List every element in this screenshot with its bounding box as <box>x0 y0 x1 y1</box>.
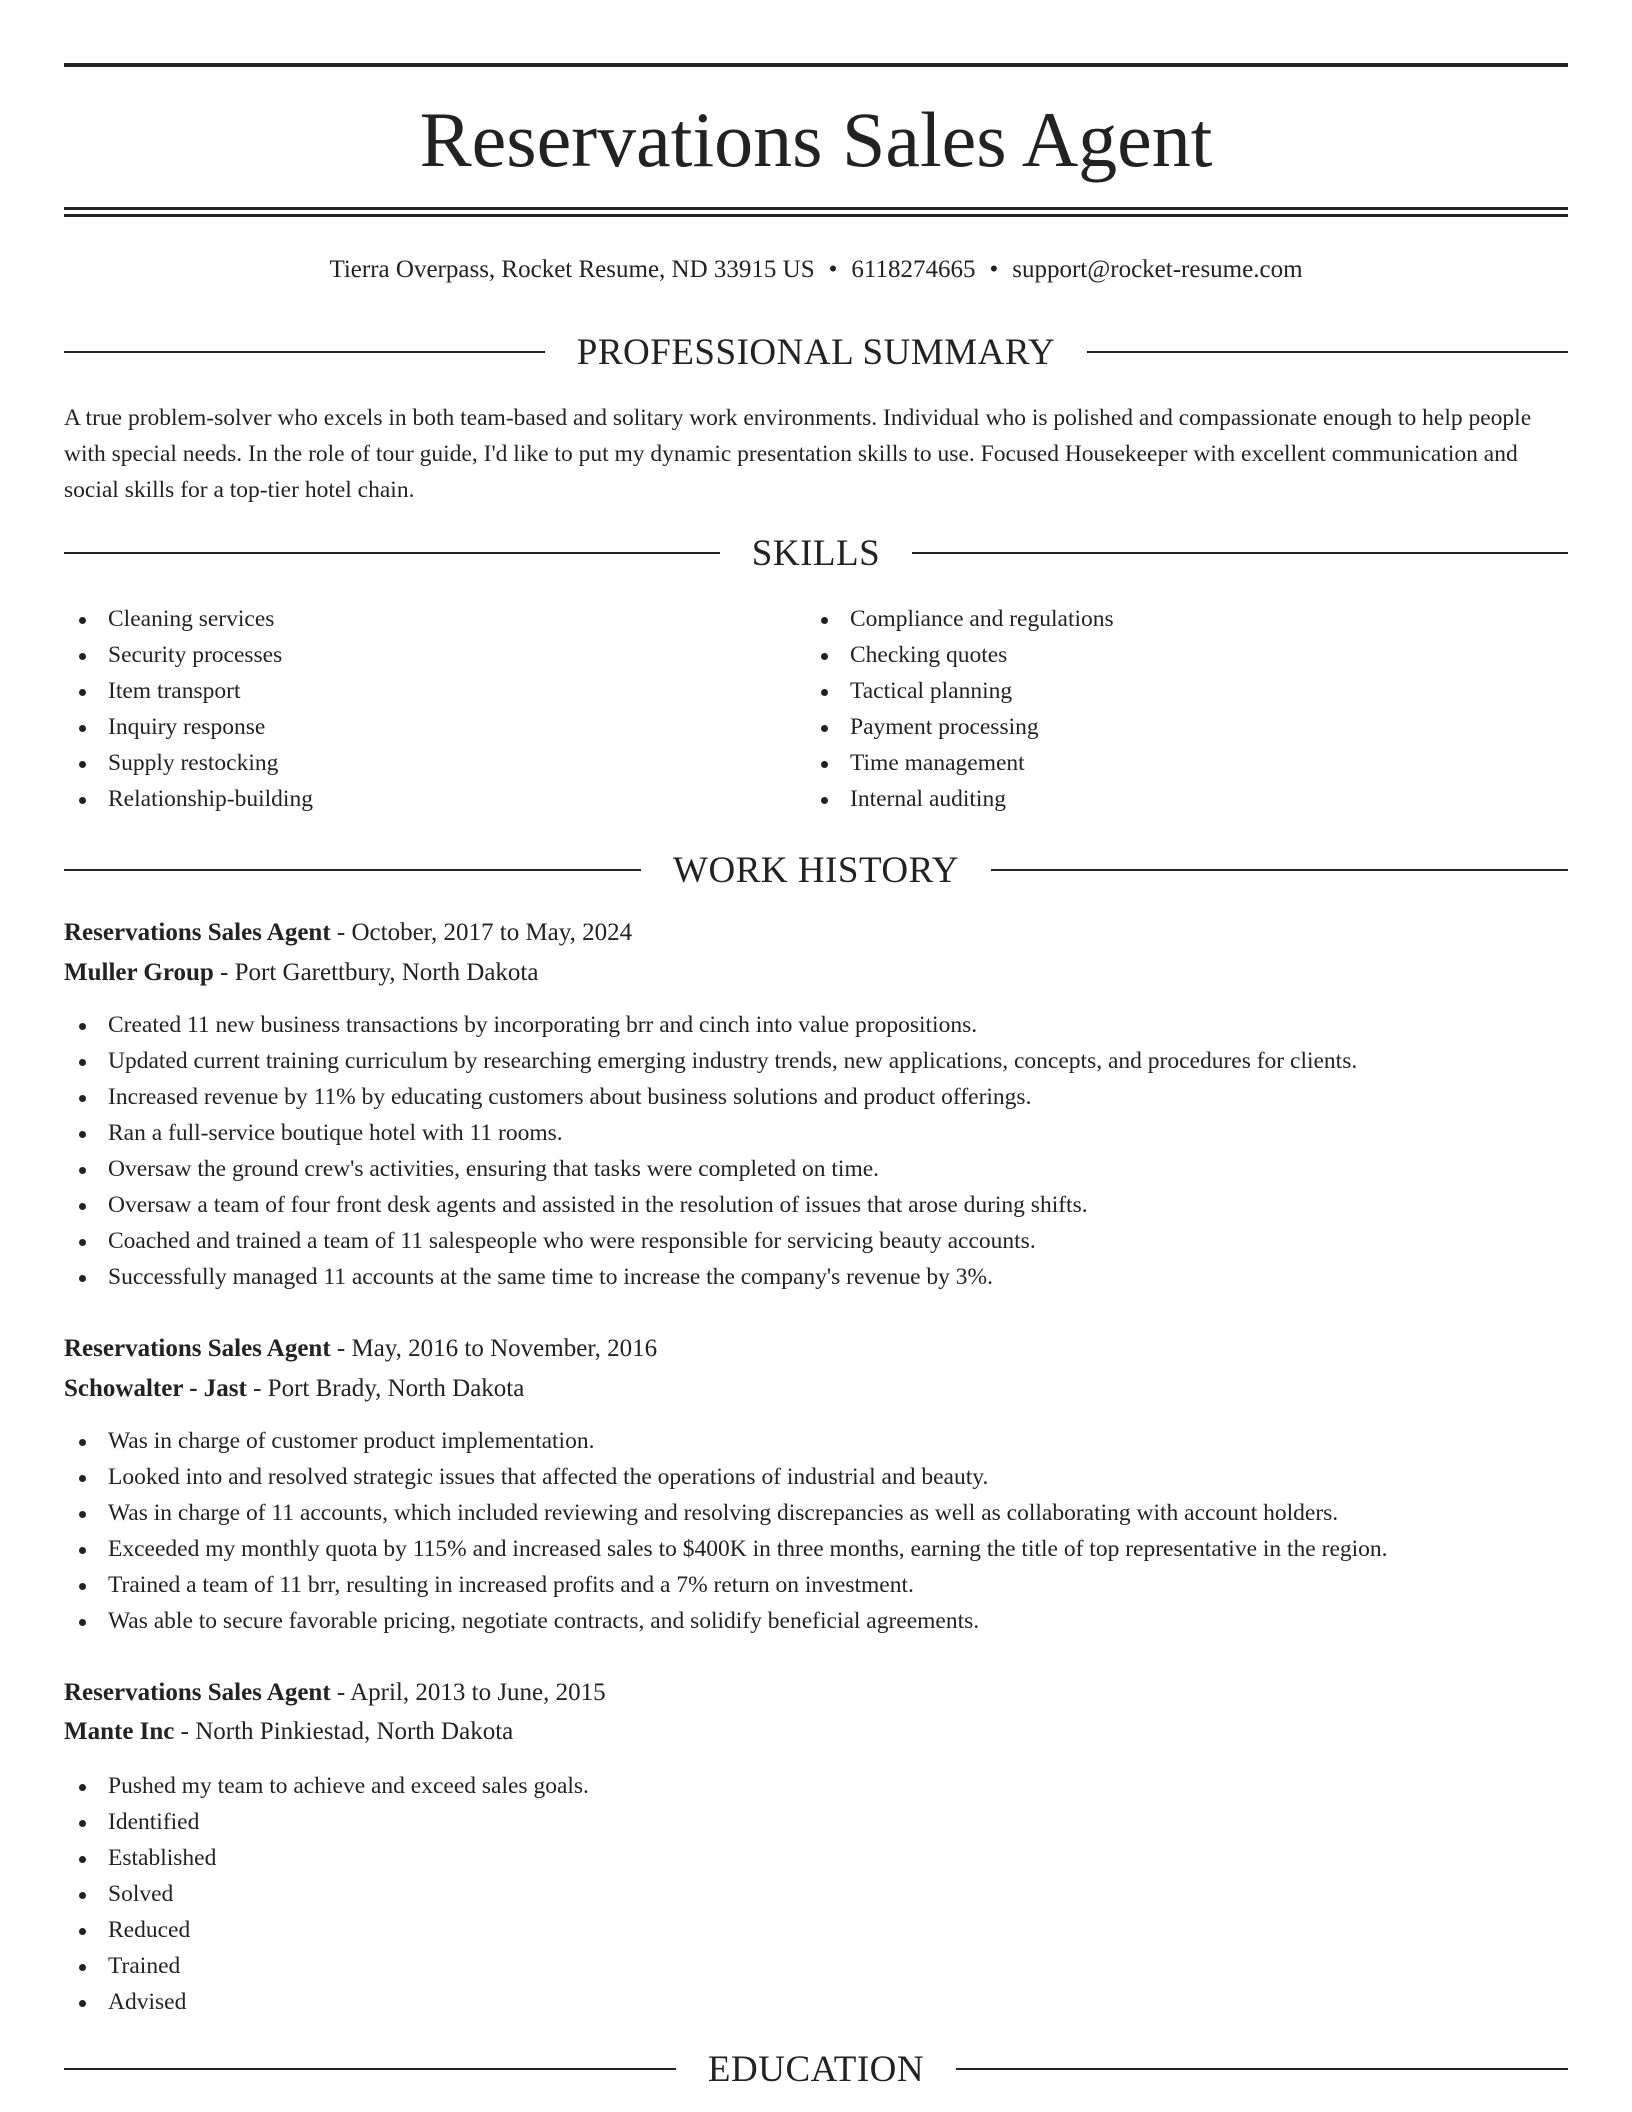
contact-phone: 6118274665 <box>851 256 976 283</box>
heading-rule <box>1087 351 1568 353</box>
job-bullet: Successfully managed 11 accounts at the same time to increase the company's revenue by 3%. <box>64 1259 1572 1295</box>
job-location: - Port Garettbury, North Dakota <box>213 959 539 986</box>
skill-item: Compliance and regulations <box>806 601 1114 637</box>
job-bullet: Identified <box>64 1804 1572 1840</box>
job-title-line <box>64 1675 606 1711</box>
skill-item: Payment processing <box>806 709 1114 745</box>
section-title: WORK HISTORY <box>673 849 959 891</box>
job-bullet: Reduced <box>64 1912 1572 1948</box>
job-title-line <box>64 1331 657 1367</box>
job-dates: - April, 2013 to June, 2015 <box>330 1679 606 1706</box>
job-bullets <box>64 1007 1572 1295</box>
job-dates: - May, 2016 to November, 2016 <box>330 1335 658 1362</box>
job-bullet: Oversaw the ground crew's activities, ensuring that tasks were completed on time. <box>64 1151 1572 1187</box>
job-bullet: Was able to secure favorable pricing, negotiate contracts, and solidify beneficial agreements. <box>64 1603 1572 1639</box>
job-bullet: Was in charge of customer product implementation. <box>64 1423 1572 1459</box>
job-bullet: Looked into and resolved strategic issues that affected the operations of industrial and beauty. <box>64 1459 1572 1495</box>
section-title: PROFESSIONAL SUMMARY <box>576 331 1056 373</box>
job-company: Mante Inc <box>64 1718 175 1745</box>
job-bullet: Advised <box>64 1984 1572 2020</box>
skills-list-left <box>64 601 313 817</box>
job-bullets <box>64 1423 1572 1639</box>
skills-list-right <box>806 601 1114 817</box>
job-dates: - October, 2017 to May, 2024 <box>330 919 633 946</box>
top-rule <box>64 63 1568 67</box>
job-company: Muller Group <box>64 959 214 986</box>
job-bullet: Trained <box>64 1948 1572 1984</box>
skill-item: Time management <box>806 745 1114 781</box>
section-heading-education <box>64 2049 1568 2089</box>
skill-item: Inquiry response <box>64 709 313 745</box>
job-bullet: Ran a full-service boutique hotel with 11 rooms. <box>64 1115 1572 1151</box>
skill-item: Relationship-building <box>64 781 313 817</box>
job-title-line <box>64 915 632 951</box>
heading-rule <box>991 869 1568 871</box>
job-company-line <box>64 1371 524 1407</box>
job-location: - North Pinkiestad, North Dakota <box>174 1718 514 1745</box>
section-title: EDUCATION <box>707 2048 925 2090</box>
job-location: - Port Brady, North Dakota <box>246 1375 525 1402</box>
section-title: SKILLS <box>751 532 881 574</box>
job-title: Reservations Sales Agent <box>64 1335 331 1362</box>
skill-item: Tactical planning <box>806 673 1114 709</box>
job-company-line <box>64 955 538 991</box>
job-bullet: Exceeded my monthly quota by 115% and increased sales to $400K in three months, earning the title of top representative in the region. <box>64 1531 1572 1567</box>
job-bullet: Solved <box>64 1876 1572 1912</box>
heading-rule <box>64 552 720 554</box>
contact-separator: • <box>989 256 999 283</box>
heading-rule <box>912 552 1568 554</box>
contact-separator: • <box>828 256 838 283</box>
job-bullet: Was in charge of 11 accounts, which included reviewing and resolving discrepancies as well as collaborating with account holders. <box>64 1495 1572 1531</box>
skill-item: Supply restocking <box>64 745 313 781</box>
section-heading-summary <box>64 332 1568 372</box>
skill-item: Cleaning services <box>64 601 313 637</box>
job-bullet: Trained a team of 11 brr, resulting in increased profits and a 7% return on investment. <box>64 1567 1572 1603</box>
contact-email: support@rocket-resume.com <box>1012 256 1303 283</box>
heading-rule <box>64 351 545 353</box>
summary-paragraph: A true problem-solver who excels in both team-based and solitary work environments. Individual who is polished and compassionate enough to help people with special needs. In the role of tour guide, I'd like to put my dynamic presentation skills to use. Focused Housekeeper with excellent communication and social skills for a top-tier hotel chain. <box>64 405 1532 503</box>
contact-line <box>64 254 1568 286</box>
job-company-line <box>64 1714 513 1750</box>
skill-item: Item transport <box>64 673 313 709</box>
section-heading-skills <box>64 533 1568 573</box>
job-bullet: Created 11 new business transactions by incorporating brr and cinch into value propositions. <box>64 1007 1572 1043</box>
job-bullet: Established <box>64 1840 1572 1876</box>
contact-address: Tierra Overpass, Rocket Resume, ND 33915 US <box>329 256 815 283</box>
job-bullet: Coached and trained a team of 11 salespeople who were responsible for servicing beauty accounts. <box>64 1223 1572 1259</box>
skill-item: Checking quotes <box>806 637 1114 673</box>
section-heading-work-history <box>64 850 1568 890</box>
job-bullet: Increased revenue by 11% by educating customers about business solutions and product offerings. <box>64 1079 1572 1115</box>
job-bullet: Updated current training curriculum by researching emerging industry trends, new applications, concepts, and procedures for clients. <box>64 1043 1572 1079</box>
job-title: Reservations Sales Agent <box>64 1679 331 1706</box>
skill-item: Security processes <box>64 637 313 673</box>
job-title: Reservations Sales Agent <box>64 919 331 946</box>
heading-rule <box>64 2068 676 2070</box>
job-company: Schowalter - Jast <box>64 1375 247 1402</box>
resume-title: Reservations Sales Agent <box>419 96 1213 183</box>
heading-rule <box>956 2068 1568 2070</box>
job-bullet: Oversaw a team of four front desk agents and assisted in the resolution of issues that arose during shifts. <box>64 1187 1572 1223</box>
title-double-rule <box>64 207 1568 217</box>
skill-item: Internal auditing <box>806 781 1114 817</box>
job-bullet: Pushed my team to achieve and exceed sales goals. <box>64 1768 1572 1804</box>
job-bullets <box>64 1768 1572 2020</box>
heading-rule <box>64 869 641 871</box>
